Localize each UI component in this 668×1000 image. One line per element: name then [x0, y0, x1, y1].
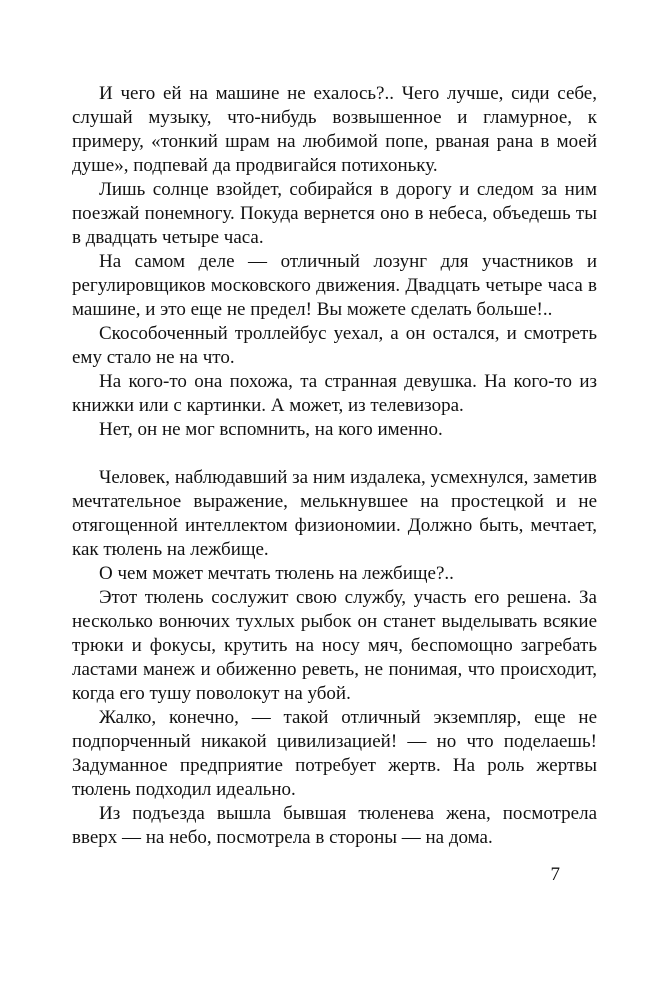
paragraph: О чем может мечтать тюлень на лежбище?..: [99, 563, 454, 584]
paragraph: Нет, он не мог вспомнить, на кого именно.: [99, 419, 443, 440]
paragraph: Этот тюлень сослужит свою службу, участь его решена. За несколько вонючих тухлых рыбок он станет выделывать всякие трюки и фокусы, крутить на носу мяч, беспомощно загребать ластами манеж и обиженно реветь, не понимая, что происходит, когда его тушу поволокут на убой.: [72, 587, 597, 704]
paragraph: Лишь солнце взойдет, собирайся в дорогу и следом за ним поезжай понемногу. Покуда вернется оно в небеса, объедешь ты в двадцать четыре часа.: [72, 179, 597, 248]
paragraph: Человек, наблюдавший за ним издалека, усмехнулся, заметив мечтательное выражение, мелькнувшее на простецкой и не отягощенной интеллектом физиономии. Должно быть, мечтает, как тюлень на лежбище.: [72, 467, 597, 560]
paragraph: Скособоченный троллейбус уехал, а он остался, и смотреть ему стало не на что.: [72, 323, 597, 368]
paragraph: Из подъезда вышла бывшая тюленева жена, посмотрела вверх — на небо, посмотрела в стороны — на дома.: [72, 803, 597, 848]
paragraph: И чего ей на машине не ехалось?.. Чего лучше, сиди себе, слушай музыку, что-нибудь возвышенное и гламурное, к примеру, «тонкий шрам на любимой попе, рваная рана в моей душе», подпевай да продвигайся потихоньку.: [72, 83, 597, 176]
page-number: 7: [550, 864, 560, 885]
paragraph: На кого-то она похожа, та странная девушка. На кого-то из книжки или с картинки. А может, из телевизора.: [72, 371, 597, 416]
paragraph: На самом деле — отличный лозунг для участников и регулировщиков московского движения. Двадцать четыре часа в машине, и это еще не предел! Вы можете сделать больше!..: [72, 251, 597, 320]
paragraph: Жалко, конечно, — такой отличный экземпляр, еще не подпорченный никакой цивилизацией! — но что поделаешь! Задуманное предприятие потребует жертв. На роль жертвы тюлень подходил идеально.: [72, 707, 597, 800]
